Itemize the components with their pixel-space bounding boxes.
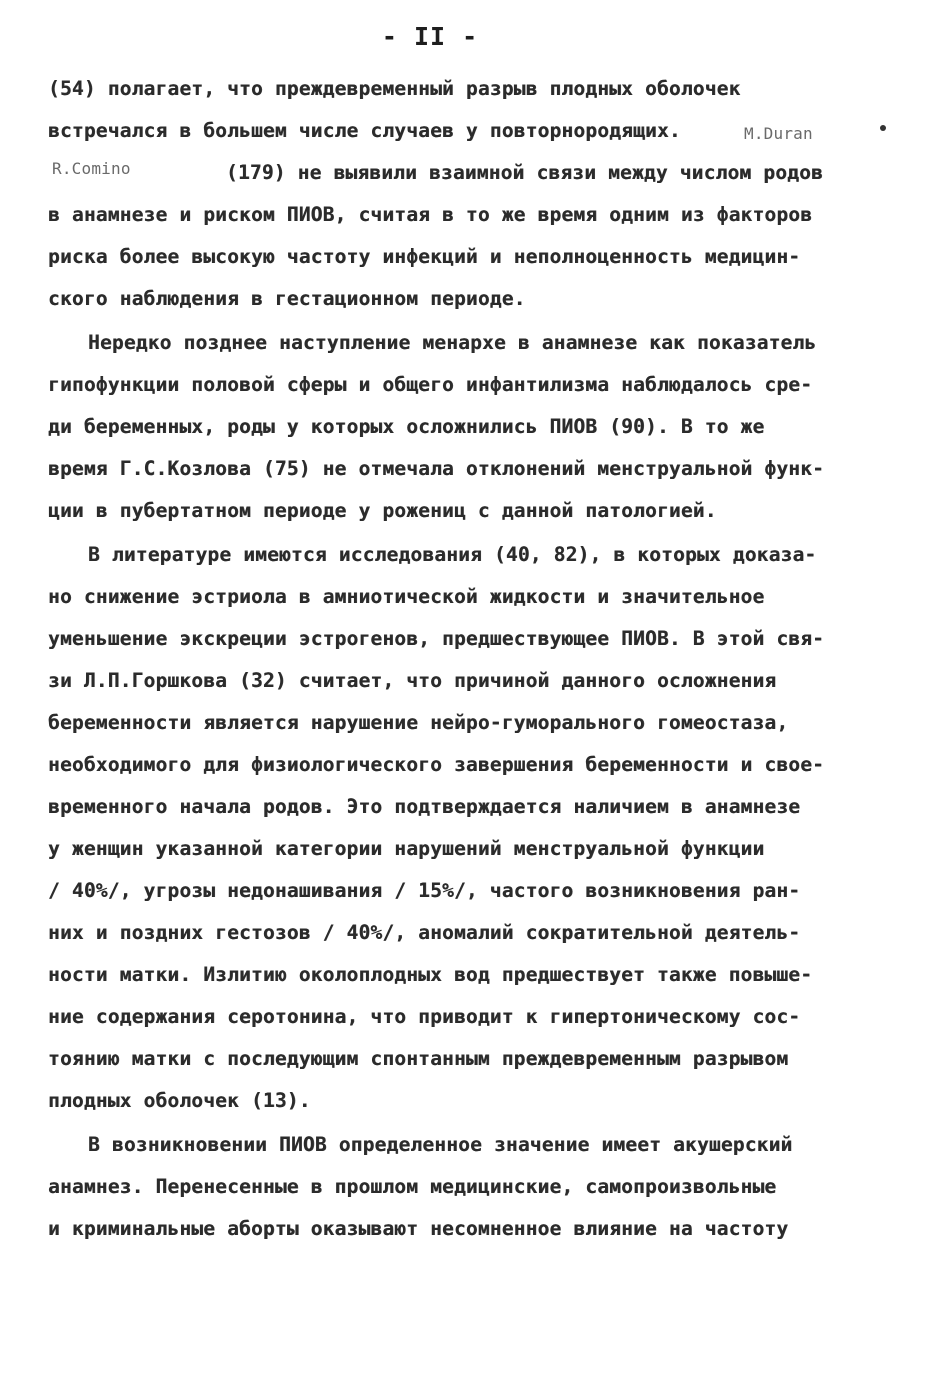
text-line: беременности является нарушение нейро-гуморального гомеостаза,: [48, 711, 789, 734]
text-line: (54) полагает, что преждевременный разрыв плодных оболочек: [48, 77, 741, 100]
text-line: них и поздних гестозов / 40%/, аномалий сократительной деятель-: [48, 921, 801, 944]
text-line: плодных оболочек (13).: [48, 1089, 311, 1112]
text-line: Нередко позднее наступление менархе в анамнезе как показатель: [88, 331, 817, 354]
text-line: встречался в большем числе случаев у повторнородящих.: [48, 119, 681, 142]
margin-mark: [880, 125, 886, 131]
text-line: / 40%/, угрозы недонашивания / 15%/, частого возникновения ран-: [48, 879, 801, 902]
text-line: В литературе имеются исследования (40, 82), в которых доказа-: [88, 543, 817, 566]
text-line: тоянию матки с последующим спонтанным преждевременным разрывом: [48, 1047, 789, 1070]
text-line: уменьшение экскреции эстрогенов, предшествующее ПИОВ. В этой свя-: [48, 627, 825, 650]
text-line: зи Л.П.Горшкова (32) считает, что причиной данного осложнения: [48, 669, 777, 692]
text-line: ди беременных, роды у которых осложнились ПИОВ (90). В то же: [48, 415, 765, 438]
author-name-latin: R.Comino: [52, 159, 131, 178]
text-line: ского наблюдения в гестационном периоде.: [48, 287, 526, 310]
text-line: гипофункции половой сферы и общего инфантилизма наблюдалось сре-: [48, 373, 813, 396]
text-line: ции в пубертатном периоде у рожениц с данной патологией.: [48, 499, 717, 522]
page-number: - II -: [381, 22, 479, 51]
text-line: риска более высокую частоту инфекций и неполноценность медицин-: [48, 245, 801, 268]
text-line: временного начала родов. Это подтверждается наличием в анамнезе: [48, 795, 801, 818]
text-line: В возникновении ПИОВ определенное значение имеет акушерский: [88, 1133, 793, 1156]
text-line: но снижение эстриола в амниотической жидкости и значительное: [48, 585, 765, 608]
text-line: у женщин указанной категории нарушений менструальной функции: [48, 837, 765, 860]
text-line: ние содержания серотонина, что приводит к гипертоническому сос-: [48, 1005, 801, 1028]
text-line: и криминальные аборты оказывают несомненное влияние на частоту: [48, 1217, 789, 1240]
text-line: в анамнезе и риском ПИОВ, считая в то же время одним из факторов: [48, 203, 813, 226]
text-line: (179) не выявили взаимной связи между числом родов: [226, 161, 823, 184]
text-line: время Г.С.Козлова (75) не отмечала отклонений менструальной функ-: [48, 457, 825, 480]
text-line: ности матки. Излитию околоплодных вод предшествует также повыше-: [48, 963, 813, 986]
text-line: анамнез. Перенесенные в прошлом медицинские, самопроизвольные: [48, 1175, 777, 1198]
author-name-latin: M.Duran: [744, 124, 813, 143]
text-line: необходимого для физиологического завершения беременности и свое-: [48, 753, 825, 776]
